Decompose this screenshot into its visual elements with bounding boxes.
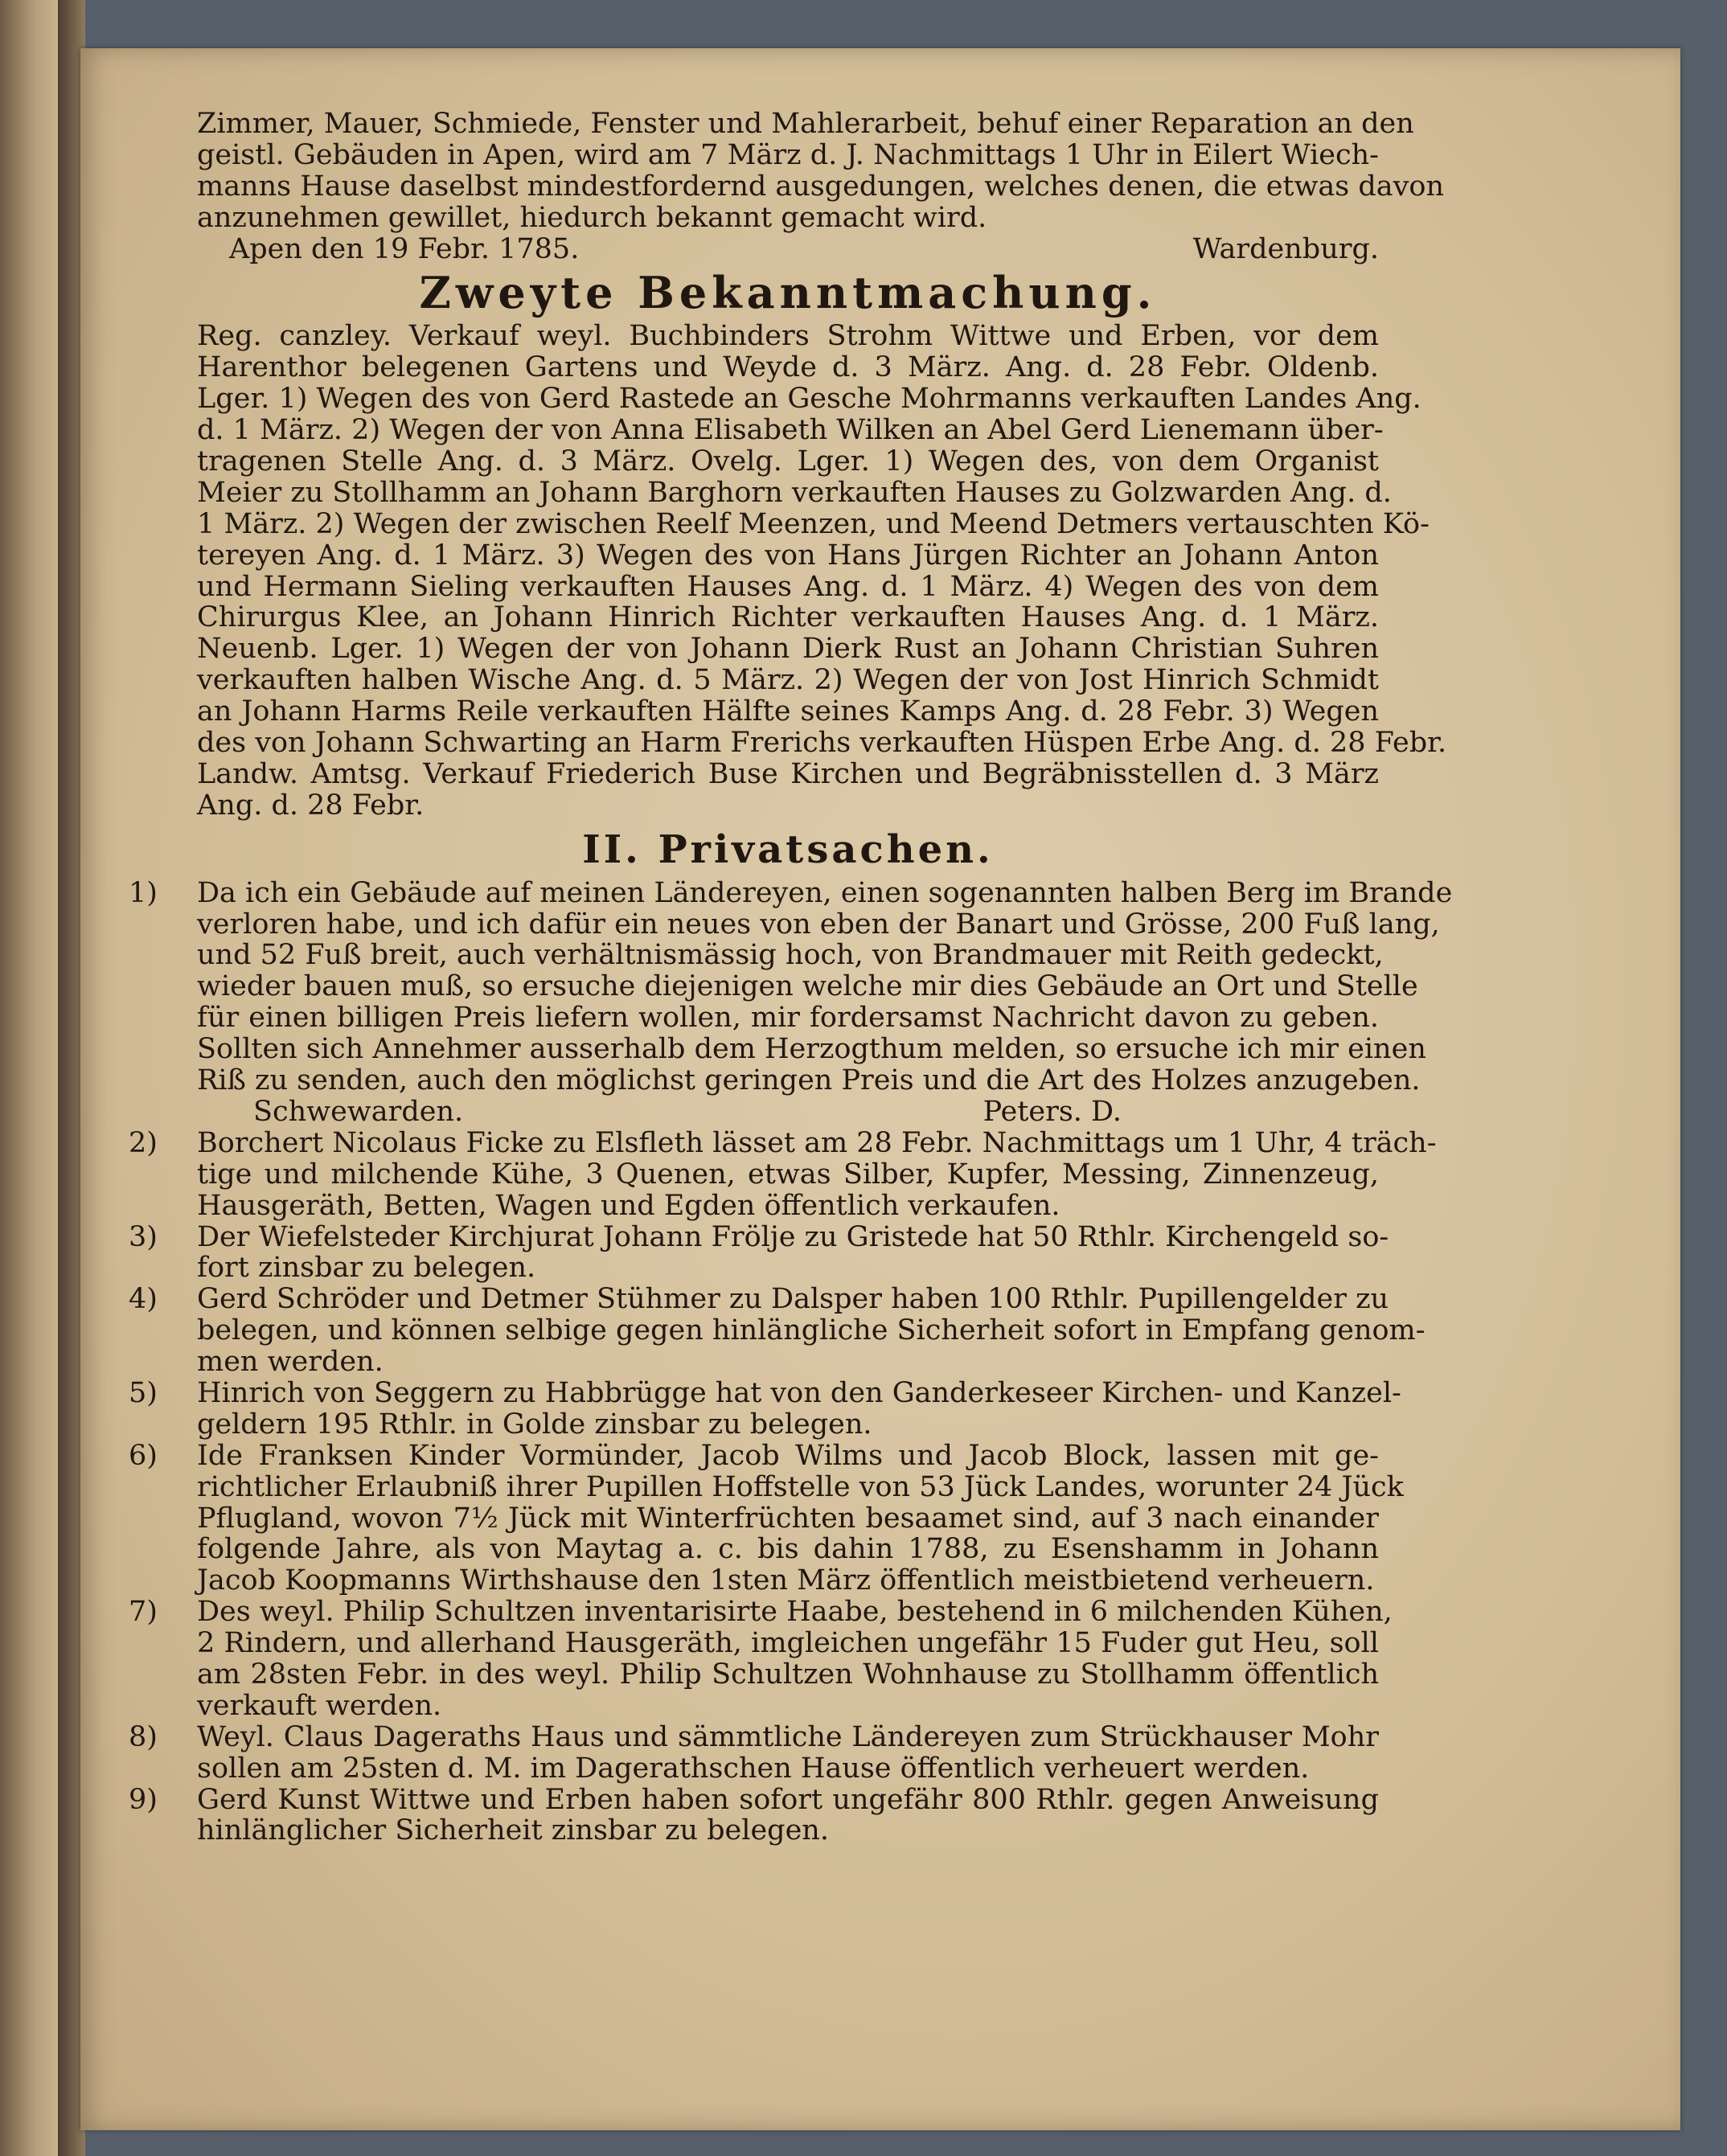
text-line: folgende Jahre, als von Maytag a. c. bis dahin 1788, zu Esenshamm in Johann (197, 1533, 1379, 1566)
text-line: Des weyl. Philip Schultzen inventarisirte Haabe, bestehend in 6 milchenden Kühen, (197, 1596, 1393, 1629)
text-line: Ide Franksen Kinder Vormünder, Jacob Wilms und Jacob Block, lassen mit ge- (197, 1439, 1379, 1472)
text-line: verloren habe, und ich dafür ein neues von eben der Banart und Grösse, 200 Fuß lang, (197, 908, 1440, 941)
text-line: Meier zu Stollhamm an Johann Barghorn verkauften Hauses zu Golzwarden Ang. d. (197, 476, 1392, 509)
list-item (129, 1283, 1425, 1379)
text-line: des von Johann Schwarting an Harm Frerichs verkauften Hüspen Erbe Ang. d. 28 Febr. (197, 727, 1447, 760)
text-line: 2 Rindern, und allerhand Hausgeräth, imgleichen ungefähr 15 Fuder gut Heu, soll (197, 1627, 1379, 1660)
announcement-section (197, 320, 1447, 822)
list-item (129, 1439, 1404, 1597)
text-line: Da ich ein Gebäude auf meinen Ländereyen, einen sogenannten halben Berg im Brande (197, 876, 1453, 909)
text-line: tragenen Stelle Ang. d. 3 März. Ovelg. Lger. 1) Wegen des, von dem Organist (197, 445, 1379, 478)
text-line: Hausgeräth, Betten, Wagen und Egden öffentlich verkaufen. (197, 1189, 1060, 1222)
text-line: men werden. (197, 1346, 384, 1379)
text-line: manns Hause daselbst mindestfordernd ausgedungen, welches denen, die etwas davon (197, 170, 1445, 203)
text-line: Landw. Amtsg. Verkauf Friederich Buse Kirchen und Begräbnisstellen d. 3 März (197, 757, 1379, 790)
text-line: für einen billigen Preis liefern wollen, mir fordersamst Nachricht davon zu geben. (197, 1002, 1379, 1035)
list-item (129, 1126, 1437, 1222)
text-line: Gerd Kunst Wittwe und Erben haben sofort ungefähr 800 Rthlr. gegen Anweisung (197, 1783, 1379, 1816)
place-date: Apen den 19 Febr. 1785. (229, 232, 580, 265)
text-line: Pflugland, wovon 7½ Jück mit Winterfrüchten besaamet sind, auf 3 nach einander (197, 1502, 1379, 1535)
text-line: und Hermann Sieling verkauften Hauses Ang. d. 1 März. 4) Wegen des von dem (197, 570, 1379, 603)
text-line: wieder bauen muß, so ersuche diejenigen welche mir dies Gebäude an Ort und Stelle (197, 970, 1418, 1003)
text-line: Zimmer, Mauer, Schmiede, Fenster und Mahlerarbeit, behuf einer Reparation an den (197, 108, 1414, 140)
text-line: Chirurgus Klee, an Johann Hinrich Richter verkauften Hauses Ang. d. 1 März. (197, 601, 1379, 634)
place-date-row (197, 234, 1379, 265)
text-line: Hinrich von Seggern zu Habbrügge hat von den Ganderkeseer Kirchen- und Kanzel- (197, 1376, 1401, 1409)
list-item (129, 1596, 1393, 1722)
text-line: sollen am 25sten d. M. im Dagerathschen Hause öffentlich verheuert werden. (197, 1752, 1310, 1785)
item-number: 3) (129, 1220, 158, 1253)
text-line: d. 1 März. 2) Wegen der von Anna Elisabeth Wilken an Abel Gerd Lienemann über- (197, 414, 1384, 447)
text-line: 1 März. 2) Wegen der zwischen Reelf Meenzen, und Meend Detmers vertauschten Kö- (197, 507, 1430, 540)
item-number: 5) (129, 1376, 158, 1409)
item-number: 4) (129, 1283, 158, 1316)
announcement-heading: Zweyte Bekanntmachung. (419, 267, 1157, 319)
text-line: belegen, und können selbige gegen hinlängliche Sicherheit sofort in Empfang genom- (197, 1314, 1425, 1347)
text-line: Reg. canzley. Verkauf weyl. Buchbinders Strohm Wittwe und Erben, vor dem (197, 320, 1379, 353)
text-line: anzunehmen gewillet, hiedurch bekannt gemacht wird. (197, 201, 987, 234)
text-line: hinlänglicher Sicherheit zinsbar zu belegen. (197, 1814, 829, 1847)
text-line: richtlicher Erlaubniß ihrer Pupillen Hoffstelle von 53 Jück Landes, worunter 24 Jück (197, 1470, 1404, 1503)
item-number: 1) (129, 876, 158, 909)
page-text (129, 108, 1453, 1847)
private-section (129, 876, 1453, 1847)
text-line: geldern 195 Rthlr. in Golde zinsbar zu belegen. (197, 1408, 872, 1441)
list-item (129, 1220, 1389, 1285)
item-number: 7) (129, 1596, 158, 1629)
private-heading: II. Privatsachen. (582, 826, 994, 872)
text-line: und 52 Fuß breit, auch verhältnismässig hoch, von Brandmauer mit Reith gedeckt, (197, 939, 1384, 972)
text-line: Ang. d. 28 Febr. (197, 789, 425, 822)
list-item (129, 1783, 1379, 1847)
item-signature: Peters. D. (982, 1095, 1122, 1128)
item-signature-row (197, 1096, 1379, 1128)
text-line: verkauften halben Wische Ang. d. 5 März. 2) Wegen der von Jost Hinrich Schmidt (197, 664, 1379, 697)
text-line: fort zinsbar zu belegen. (197, 1252, 536, 1285)
opening-notice (197, 108, 1445, 265)
text-line: Jacob Koopmanns Wirthshause den 1sten März öffentlich meistbietend verheuern. (197, 1564, 1375, 1597)
text-line: Gerd Schröder und Detmer Stühmer zu Dalsper haben 100 Rthlr. Pupillengelder zu (197, 1283, 1389, 1316)
text-line: Neuenb. Lger. 1) Wegen der von Johann Dierk Rust an Johann Christian Suhren (197, 633, 1379, 666)
text-line: tige und milchende Kühe, 3 Quenen, etwas Silber, Kupfer, Messing, Zinnenzeug, (197, 1158, 1379, 1191)
text-line: geistl. Gebäuden in Apen, wird am 7 März d. J. Nachmittags 1 Uhr in Eilert Wiech- (197, 138, 1379, 171)
facing-page-edge (0, 0, 64, 2156)
text-line: Weyl. Claus Dageraths Haus und sämmtliche Ländereyen zum Strückhauser Mohr (197, 1720, 1379, 1753)
item-number: 6) (129, 1439, 158, 1472)
text-line: verkauft werden. (197, 1689, 442, 1722)
item-number: 2) (129, 1126, 158, 1159)
text-line: an Johann Harms Reile verkauften Hälfte seines Kamps Ang. d. 28 Febr. 3) Wegen (197, 695, 1379, 728)
list-item (129, 876, 1453, 1128)
text-line: Lger. 1) Wegen des von Gerd Rastede an Gesche Mohrmanns verkauften Landes Ang. (197, 383, 1421, 416)
text-line: Sollten sich Annehmer ausserhalb dem Herzogthum melden, so ersuche ich mir einen (197, 1033, 1426, 1066)
text-line: Der Wiefelsteder Kirchjurat Johann Frölje zu Gristede hat 50 Rthlr. Kirchengeld so- (197, 1220, 1389, 1253)
list-item (129, 1720, 1379, 1785)
signature: Wardenburg. (1192, 232, 1379, 265)
text-line: Borchert Nicolaus Ficke zu Elsfleth lässet am 28 Febr. Nachmittags um 1 Uhr, 4 träch- (197, 1126, 1437, 1159)
item-number: 9) (129, 1783, 158, 1816)
item-place: Schwewarden. (253, 1095, 464, 1128)
list-item (129, 1376, 1401, 1441)
text-line: am 28sten Febr. in des weyl. Philip Schultzen Wohnhause zu Stollhamm öffentlich (197, 1658, 1379, 1691)
text-line: Harenthor belegenen Gartens und Weyde d. 3 März. Ang. d. 28 Febr. Oldenb. (197, 351, 1379, 384)
text-line: tereyen Ang. d. 1 März. 3) Wegen des von Hans Jürgen Richter an Johann Anton (197, 539, 1379, 572)
text-line: Riß zu senden, auch den möglichst geringen Preis und die Art des Holzes anzugeben. (197, 1064, 1421, 1097)
item-number: 8) (129, 1720, 158, 1753)
